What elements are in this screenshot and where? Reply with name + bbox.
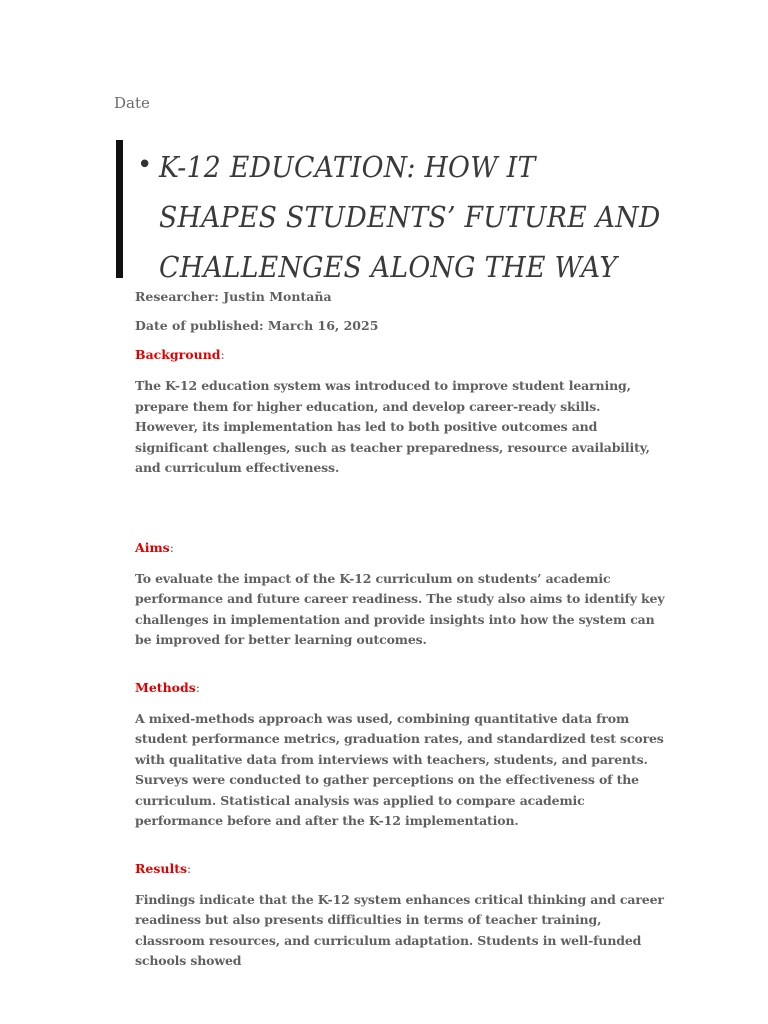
results-paragraph: Findings indicate that the K-12 system enhances critical thinking and career readiness but also presents difficulties in terms of teacher training, classroom resources, and curriculum adaptation. Students in well-funded schools showed — [135, 891, 664, 968]
methods-heading-label: Methods — [135, 679, 196, 695]
document-title — [159, 142, 674, 292]
title-line: SHAPES STUDENTS’ FUTURE AND — [159, 200, 661, 234]
heading-colon: : — [169, 539, 174, 555]
results-heading-label: Results — [135, 860, 188, 876]
heading-colon: : — [195, 679, 200, 695]
title-bullet: • — [137, 150, 153, 180]
title-line: CHALLENGES ALONG THE WAY — [159, 250, 618, 284]
background-heading — [135, 346, 665, 364]
background-paragraph: The K-12 education system was introduced to improve student learning, prepare them for higher education, and develop career-ready skills. However, its implementation has led to both positive outcomes and significant challenges, such as teacher preparedness, resource availability, and curriculum effectiveness. — [135, 378, 650, 475]
background-heading-label: Background — [135, 347, 221, 362]
researcher-line: Researcher: Justin Montaña — [135, 289, 332, 304]
aims-heading-label: Aims — [135, 539, 170, 555]
aims-paragraph: To evaluate the impact of the K-12 curriculum on students’ academic performance and future career readiness. The study also aims to identify key challenges in implementation and provide insights into how the system can be improved for better learning outcomes. — [135, 570, 665, 647]
published-date-line: Date of published: March 16, 2025 — [135, 318, 379, 333]
results-heading — [135, 860, 665, 878]
date-label: Date — [114, 94, 150, 112]
methods-paragraph: A mixed-methods approach was used, combining quantitative data from student performance metrics, graduation rates, and standardized test scores with qualitative data from interviews with teachers, students, and parents. Surveys were conducted to gather perceptions on the effectiveness of the curriculum. Statistical analysis was applied to compare academic performance before and after the K-12 implementation. — [135, 710, 664, 828]
heading-colon: : — [187, 860, 192, 876]
title-line: K-12 EDUCATION: HOW IT — [159, 150, 536, 184]
aims-heading — [135, 539, 665, 557]
methods-heading — [135, 679, 665, 697]
heading-colon: : — [220, 347, 225, 362]
title-accent-bar — [116, 140, 123, 278]
document-body — [135, 288, 665, 972]
